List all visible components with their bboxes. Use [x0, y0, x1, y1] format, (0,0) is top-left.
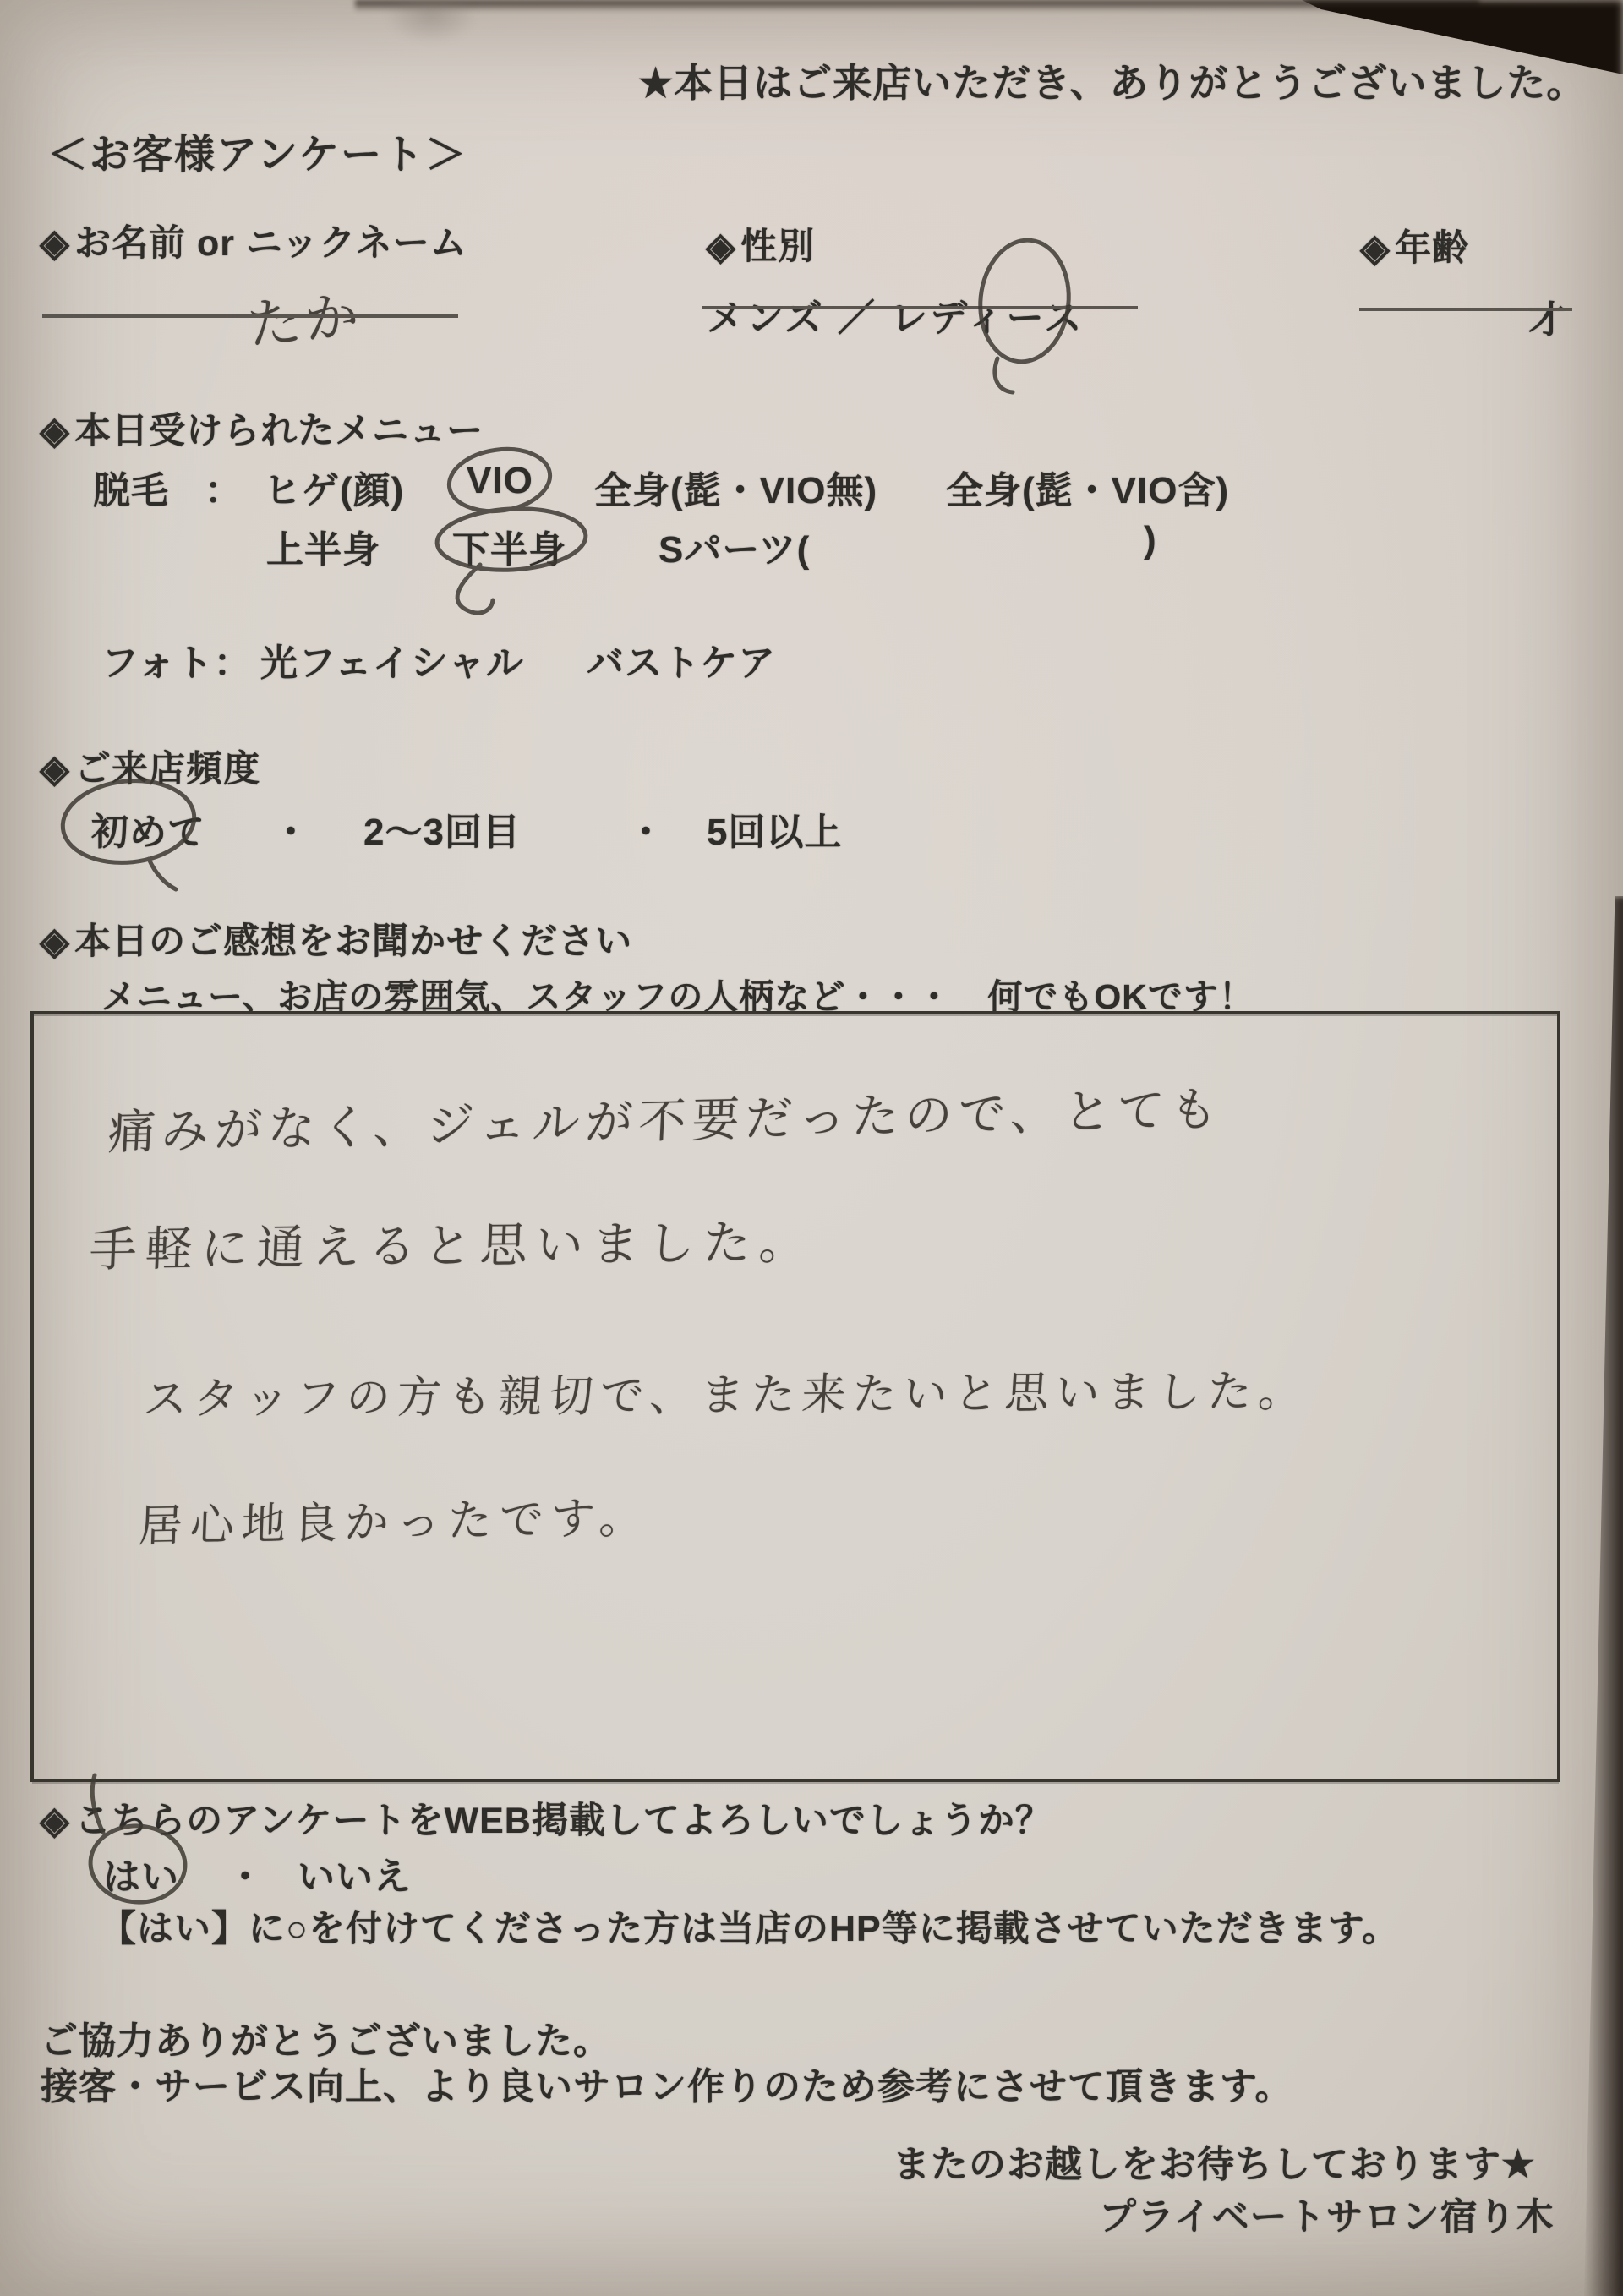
frequency-label: ◈ ご来店頻度	[40, 747, 261, 791]
page-title: ＜お客様アンケート＞	[47, 133, 468, 178]
diamond-bullet-icon: ◈	[40, 221, 70, 265]
salon-name: プライベートサロン宿り木	[1099, 2196, 1555, 2238]
menu-option-hikari-facial: 光フェイシャル	[260, 642, 524, 684]
gender-label: ◈ 性別	[706, 225, 816, 269]
star-icon: ★	[1501, 2144, 1536, 2185]
web-consent-no: いいえ	[298, 1856, 412, 1898]
age-underline	[1359, 308, 1572, 311]
menu-s-parts-close-paren: )	[1144, 519, 1157, 560]
age-unit: 才	[1528, 299, 1566, 341]
menu-option-upper-body: 上半身	[266, 529, 380, 571]
feedback-label: ◈ 本日のご感想をお聞かせください	[40, 920, 633, 964]
web-consent-yes: はい	[103, 1856, 179, 1898]
feedback-hint: メニュー、お店の雰囲気、スタッフの人柄など・・・ 何でもOKです！	[101, 977, 1254, 1016]
menu-option-hige: ヒゲ(顔)	[264, 470, 405, 511]
thanks-text: 本日はご来店いただき、ありがとうございました。	[674, 61, 1587, 105]
name-label: ◈ お名前 or ニックネーム	[40, 221, 467, 265]
circle-mark-first-visit-tail	[149, 859, 176, 889]
menu-label: ◈ 本日受けられたメニュー	[40, 409, 484, 453]
frequency-separator: ・	[627, 812, 665, 853]
menu-option-vio: VIO	[467, 460, 533, 501]
photo-smudge	[385, 0, 478, 44]
menu-category-photo: フォト：	[101, 642, 252, 684]
name-underline	[42, 314, 458, 318]
diamond-bullet-icon: ◈	[40, 747, 70, 791]
footer-thanks: ご協力ありがとうございました。	[41, 2020, 611, 2062]
web-consent-question: ◈ こちらのアンケートをWEB掲載してよろしいでしょうか？	[40, 1799, 1052, 1843]
menu-option-bust-care: バストケア	[587, 642, 777, 684]
diamond-bullet-icon: ◈	[706, 225, 736, 269]
frequency-option-5plus: 5回以上	[707, 812, 843, 853]
menu-option-s-parts: Sパーツ(	[658, 529, 811, 571]
frequency-option-2-3: 2～3回目	[363, 812, 521, 853]
photo-edge-shadow-right	[1584, 896, 1623, 2296]
age-label: ◈ 年齢	[1360, 227, 1470, 271]
menu-option-zenshin-vio: 全身(髭・VIO含)	[946, 470, 1230, 511]
menu-colon: ：	[205, 470, 243, 511]
menu-category-datsumou: 脱毛	[93, 470, 169, 511]
feedback-handwritten-line4: 居心地良かったです。	[137, 1493, 652, 1552]
menu-option-lower-body: 下半身	[452, 529, 566, 571]
web-consent-separator: ・	[227, 1856, 265, 1898]
star-icon: ★	[638, 61, 675, 105]
footer-closing: またのお越しをお待ちしております★	[893, 2144, 1536, 2185]
thanks-line	[638, 52, 1586, 108]
diamond-bullet-icon: ◈	[40, 1799, 70, 1843]
circle-mark-ladies-tail	[995, 358, 1013, 392]
diamond-bullet-icon: ◈	[1360, 227, 1391, 271]
gender-underline	[702, 306, 1138, 309]
frequency-option-first: 初めて	[91, 812, 205, 853]
feedback-handwritten-line3: スタッフの方も親切で、また来たいと思いました。	[141, 1367, 1311, 1424]
feedback-handwritten-line2: 手軽に通えると思いました。	[88, 1215, 817, 1276]
gender-options: メンズ ／ レディース	[707, 298, 1085, 339]
name-value-handwritten: たか	[244, 285, 365, 356]
diamond-bullet-icon: ◈	[40, 409, 70, 453]
feedback-handwritten-line1: 痛みがなく、ジェルが不要だったので、とても	[107, 1082, 1225, 1159]
web-consent-note: 【はい】に○を付けてくださった方は当店のHP等に掲載させていただきます。	[100, 1909, 1400, 1949]
menu-option-zenshin-no-vio: 全身(髭・VIO無)	[594, 470, 878, 511]
footer-improvement-note: 接客・サービス向上、より良いサロン作りのため参考にさせて頂きます。	[41, 2066, 1293, 2107]
diamond-bullet-icon: ◈	[40, 920, 70, 964]
frequency-separator: ・	[272, 812, 310, 853]
